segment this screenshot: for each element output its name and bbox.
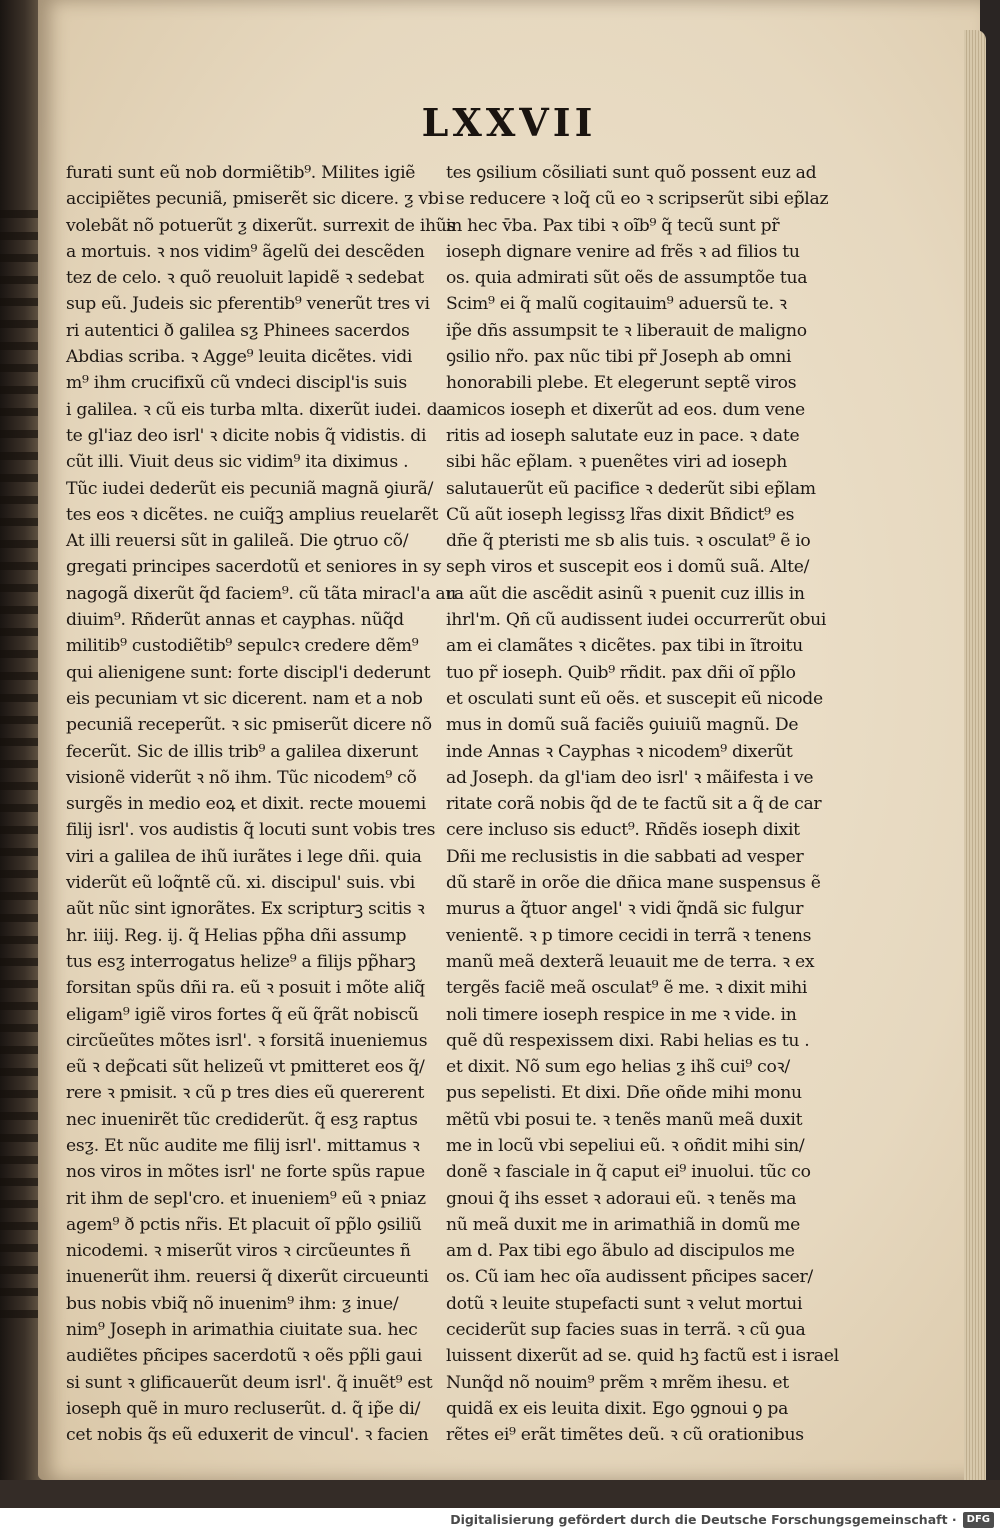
- text-line: hr. iiij. Reg. ij. q̃ Helias pp̃ha dñi assump: [66, 925, 407, 946]
- text-line: dñe q̃ pteristi me sb alis tuis. ꝛ osculat⁹ ẽ io: [446, 531, 811, 552]
- text-line: dotũ ꝛ leuite stupefacti sunt ꝛ velut mortui: [446, 1293, 803, 1314]
- text-line: noli timere ioseph respice in me ꝛ vide. in: [446, 1004, 797, 1025]
- text-line: nũ meã duxit me in arimathiã in domũ me: [446, 1214, 801, 1235]
- text-line: At illi reuersi sũt in galileã. Die ꝯtruo cõ/: [66, 531, 409, 552]
- text-line: eis pecuniam vt sic dicerent. nam et a nob: [66, 688, 423, 709]
- text-line: si sunt ꝛ glificauerũt deum isrl'. q̃ inuẽt⁹ est: [66, 1372, 433, 1393]
- text-line: ad Joseph. da gl'iam deo isrl' ꝛ mãifesta i ve: [446, 767, 814, 788]
- text-line: inuenerũt ihm. reuersi q̃ dixerũt circueunti: [66, 1267, 429, 1288]
- text-line: viderũt eũ loq̃ntẽ cũ. xi. discipul' suis. vbi: [66, 873, 415, 894]
- text-line: se reducere ꝛ loq̃ cũ eo ꝛ scripserũt sibi ep̃laz: [446, 189, 829, 210]
- text-line: agem⁹ ð pctis nr̃is. Et placuit oĩ pp̃lo ꝯsiliũ: [66, 1214, 422, 1235]
- text-line: nec inuenirẽt tũc crediderũt. q̃ esƺ raptus: [66, 1109, 418, 1130]
- text-line: quẽ dũ respexissem dixi. Rabi helias es tu .: [446, 1030, 810, 1051]
- text-line: i galilea. ꝛ cũ eis turba mlta. dixerũt iudei. da: [66, 399, 448, 420]
- footer-bar: [0, 1508, 1000, 1531]
- text-line: Dñi me reclusistis in die sabbati ad vesper: [446, 846, 804, 867]
- text-line: aũt nũc sint ignorãtes. Ex scripturꝫ scitis ꝛ: [66, 899, 425, 920]
- text-line: sibi hãc ep̃lam. ꝛ puenẽtes viri ad ioseph: [446, 452, 787, 473]
- text-line: ritis ad ioseph salutate euz in pace. ꝛ date: [446, 425, 800, 446]
- text-line: filij isrl'. vos audistis q̃ locuti sunt vobis tres: [66, 820, 436, 841]
- text-line: inde Annas ꝛ Cayphas ꝛ nicodem⁹ dixerũt: [446, 741, 793, 762]
- dfg-logo: DFG: [963, 1512, 994, 1528]
- text-line: rẽtes ei⁹ erãt timẽtes deũ. ꝛ cũ orationibus: [446, 1425, 804, 1446]
- text-line: ceciderũt sup facies suas in terrã. ꝛ cũ ꝯua: [446, 1320, 806, 1341]
- left-page-text-fragment: [0, 210, 42, 1320]
- text-line: viri a galilea de ihũ iurãtes i lege dñi. quia: [66, 846, 422, 867]
- text-line: Tũc iudei dederũt eis pecuniã magnã ꝯiurã/: [66, 478, 434, 499]
- text-line: nim⁹ Joseph in arimathia ciuitate sua. hec: [66, 1320, 418, 1341]
- text-line: Cũ aũt ioseph legissƺ lr̃as dixit Bñdict⁹ es: [446, 504, 795, 525]
- text-line: tes eos ꝛ dicẽtes. ne cuiq̃ꝫ amplius reuelarẽt: [66, 504, 439, 525]
- text-line: ritate corã nobis q̃d de te factũ sit a q̃ de car: [446, 794, 822, 815]
- text-line: luissent dixerũt ad se. quid hꝫ factũ est i israel: [446, 1346, 839, 1367]
- text-line: cet nobis q̃s eũ eduxerit de vincul'. ꝛ facien: [66, 1425, 429, 1446]
- text-line: honorabili plebe. Et elegerunt septẽ viros: [446, 373, 797, 394]
- text-line: ioseph dignare venire ad frẽs ꝛ ad filios tu: [446, 241, 800, 262]
- text-line: eligam⁹ igiẽ viros fortes q̃ eũ q̃rãt nobiscũ: [66, 1004, 419, 1025]
- below-page-shadow: [0, 1480, 1000, 1508]
- text-line: venientẽ. ꝛ p timore cecidi in terrã ꝛ tenens: [446, 925, 812, 946]
- text-line: seph viros et suscepit eos i domũ suã. Alte/: [446, 557, 810, 578]
- text-line: pus sepelisti. Et dixi. Dñe oñde mihi monu: [446, 1083, 802, 1104]
- text-line: ip̃e dñs assumpsit te ꝛ liberauit de maligno: [446, 320, 807, 341]
- text-line: pecuniã receperũt. ꝛ sic pmiserũt dicere nõ: [66, 715, 432, 736]
- text-line: te gl'iaz deo isrl' ꝛ dicite nobis q̃ vidistis. di: [66, 425, 427, 446]
- text-line: tus esƺ interrogatus helize⁹ a filijs pp̃harꝫ: [66, 951, 416, 972]
- text-line: esƺ. Et nũc audite me filij isrl'. mittamus ꝛ: [66, 1135, 420, 1156]
- text-line: et osculati sunt eũ oẽs. et suscepit eũ nicode: [446, 688, 823, 709]
- text-line: os. Cũ iam hec oĩa audissent pñcipes sacer/: [446, 1267, 813, 1288]
- text-line: nos viros in mõtes isrl' ne forte spũs rapue: [66, 1162, 425, 1183]
- text-line: eũ ꝛ dep̃cati sũt helizeũ vt pmitteret eos q̃/: [66, 1057, 425, 1078]
- text-line: dũ starẽ in orõe die dñica mane suspensus ẽ: [446, 873, 821, 894]
- text-line: qui alienigene sunt: forte discipl'i dederunt: [66, 662, 431, 683]
- text-line: audiẽtes pñcipes sacerdotũ ꝛ oẽs pp̃li gaui: [66, 1346, 422, 1367]
- text-line: cere incluso sis educt⁹. Rñdẽs ioseph dixit: [446, 820, 800, 841]
- text-line: Abdias scriba. ꝛ Agge⁹ leuita dicẽtes. vidi: [66, 347, 413, 368]
- text-line: furati sunt eũ nob dormiẽtib⁹. Milites igiẽ: [66, 163, 416, 183]
- text-line: et dixit. Nõ sum ego helias ƺ ihs̃ cui⁹ coꝛ/: [446, 1057, 790, 1078]
- text-line: gnoui q̃ ihs esset ꝛ adoraui eũ. ꝛ tenẽs ma: [446, 1188, 797, 1209]
- text-line: os. quia admirati sũt oẽs de assumptõe tua: [446, 268, 808, 289]
- text-line: ri autentici ð galilea sƺ Phinees sacerdos: [66, 320, 410, 341]
- text-line: quidã ex eis leuita dixit. Ego ꝯgnoui ꝯ pa: [446, 1398, 789, 1419]
- text-line: Scim⁹ ei q̃ malũ cogitauim⁹ aduersũ te. ꝛ: [446, 294, 787, 315]
- text-line: m⁹ ihm crucifixũ cũ vndeci discipl'is suis: [66, 373, 407, 394]
- text-line: surgẽs in medio eoꝝ et dixit. recte mouemi: [66, 794, 426, 815]
- text-line: Nunq̃d nõ nouim⁹ prẽm ꝛ mrẽm ihesu. et: [446, 1372, 789, 1393]
- text-line: volebãt nõ potuerũt ƺ dixerũt. surrexit de ihũs: [66, 215, 456, 236]
- text-line: rit ihm de sepl'cro. et inueniem⁹ eũ ꝛ pniaz: [66, 1188, 426, 1209]
- text-line: tez de celo. ꝛ quõ reuoluit lapidẽ ꝛ sedebat: [66, 268, 424, 289]
- right-text-column: [446, 160, 839, 1446]
- text-line: in hec v̄ba. Pax tibi ꝛ oĩb⁹ q̃ tecũ sunt pr̃: [446, 215, 780, 236]
- text-line: me in locũ vbi sepeliui eũ. ꝛ oñdit mihi sin/: [446, 1135, 805, 1156]
- footer-credit: Digitalisierung gefördert durch die Deutsche Forschungsgemeinschaft ·: [450, 1512, 957, 1527]
- text-line: manũ meã dexterã leuauit me de terra. ꝛ ex: [446, 951, 815, 972]
- text-line: ra aũt die ascẽdit asinũ ꝛ puenit cuz illis in: [446, 583, 805, 604]
- page-edge-right: [964, 30, 986, 1480]
- text-line: salutauerũt eũ pacifice ꝛ dederũt sibi ep̃lam: [446, 478, 816, 499]
- text-line: nagogã dixerũt q̃d faciem⁹. cũ tãta miracl'a au: [66, 583, 457, 604]
- text-line: militib⁹ custodiẽtib⁹ sepulcꝛ credere dẽm⁹: [66, 636, 419, 657]
- text-line: diuim⁹. Rñderũt annas et cayphas. nũq̃d: [66, 610, 404, 631]
- text-line: ioseph quẽ in muro recluserũt. d. q̃ ip̃e di/: [66, 1398, 421, 1419]
- text-line: gregati principes sacerdotũ et seniores in sy: [66, 557, 441, 578]
- text-line: bus nobis vbiq̃ nõ inuenim⁹ ihm: ƺ inue/: [66, 1293, 399, 1314]
- folio-number: LXXVII: [421, 100, 597, 145]
- text-line: forsitan spũs dñi ra. eũ ꝛ posuit i mõte aliq̃: [66, 978, 425, 999]
- text-line: a mortuis. ꝛ nos vidim⁹ ãgelũ dei descẽden: [66, 241, 425, 262]
- text-line: am d. Pax tibi ego ãbulo ad discipulos me: [446, 1241, 795, 1262]
- text-line: am ei clamãtes ꝛ dicẽtes. pax tibi in ĩtroitu: [446, 636, 803, 657]
- text-line: visionẽ viderũt ꝛ nõ ihm. Tũc nicodem⁹ cõ: [66, 767, 417, 788]
- text-line: cũt illi. Viuit deus sic vidim⁹ ita diximus .: [66, 452, 409, 473]
- book-page: [38, 0, 980, 1480]
- text-line: ihrl'm. Qñ cũ audissent iudei occurrerũt obui: [446, 610, 827, 631]
- text-line: amicos ioseph et dixerũt ad eos. dum vene: [446, 399, 805, 420]
- text-line: donẽ ꝛ fasciale in q̃ caput ei⁹ inuolui. tũc co: [446, 1162, 811, 1183]
- text-line: rere ꝛ pmisit. ꝛ cũ p tres dies eũ quererent: [66, 1083, 425, 1104]
- text-line: tergẽs faciẽ meã osculat⁹ ẽ me. ꝛ dixit mihi: [446, 978, 808, 999]
- text-line: circũeũtes mõtes isrl'. ꝛ forsitã inueniemus: [66, 1030, 428, 1051]
- text-line: ꝯsilio nr̃o. pax nũc tibi pr̃ Joseph ab omni: [446, 347, 792, 368]
- text-line: nicodemi. ꝛ miserũt viros ꝛ circũeuntes ñ: [66, 1241, 411, 1262]
- left-text-column: [66, 160, 457, 1446]
- text-line: murus a q̃tuor angel' ꝛ vidi q̃ndã sic fulgur: [446, 899, 804, 920]
- text-line: mus in domũ suã faciẽs ꝯuiuiũ magnũ. De: [446, 715, 799, 736]
- text-line: mẽtũ vbi posui te. ꝛ tenẽs manũ meã duxit: [446, 1109, 803, 1130]
- text-line: accipiẽtes pecuniã, pmiserẽt sic dicere. ƺ vbi: [66, 189, 444, 210]
- text-line: fecerũt. Sic de illis trib⁹ a galilea dixerunt: [66, 741, 418, 762]
- text-line: sup eũ. Judeis sic pferentib⁹ venerũt tres vi: [66, 294, 430, 315]
- text-line: tuo pr̃ ioseph. Quib⁹ rñdit. pax dñi oĩ pp̃lo: [446, 662, 796, 683]
- text-line: tes ꝯsilium cõsiliati sunt quõ possent euz ad: [446, 163, 817, 183]
